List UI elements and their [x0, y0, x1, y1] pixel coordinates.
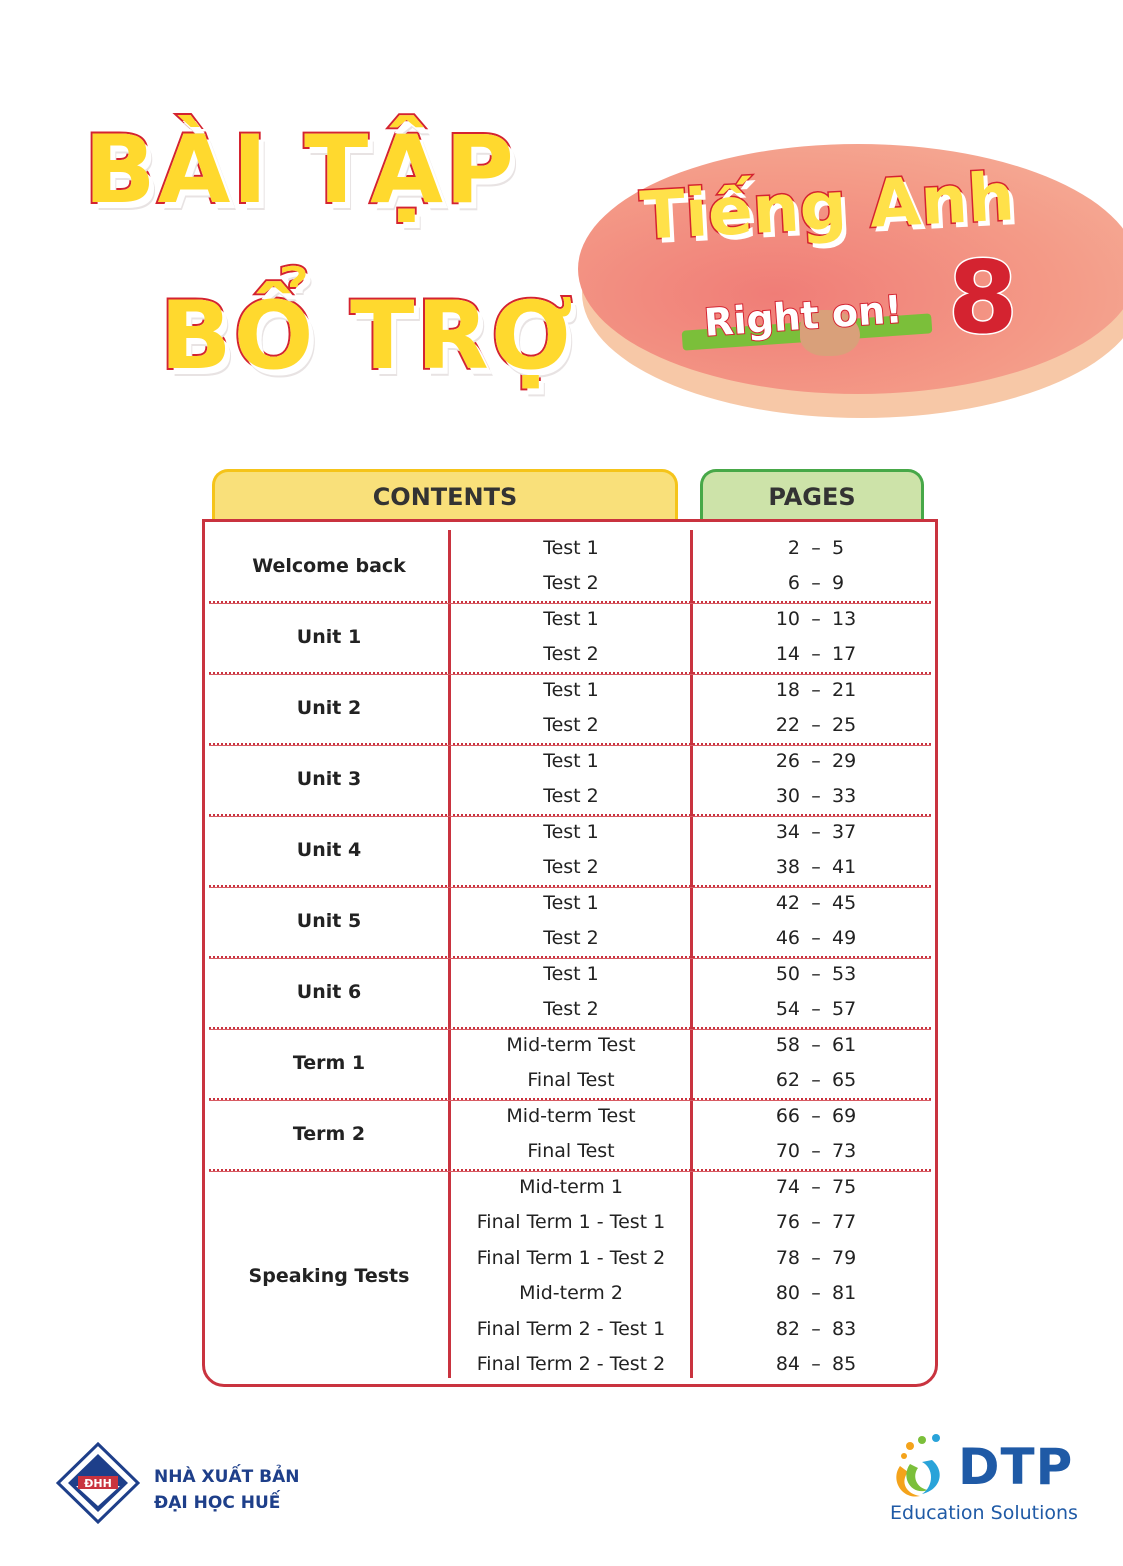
- test-name: Test 2: [543, 714, 599, 737]
- page-from: 34: [775, 820, 800, 843]
- page-range: [693, 885, 939, 921]
- page-range: [693, 1134, 939, 1170]
- page-range: [693, 743, 939, 779]
- group-label: Speaking Tests: [248, 1264, 410, 1287]
- table-row: [209, 956, 931, 992]
- page-range: [693, 708, 939, 744]
- page-from: 22: [775, 714, 800, 737]
- publisher-name: [154, 1464, 299, 1516]
- page-range-separator: –: [811, 749, 821, 772]
- group-label: Welcome back: [252, 554, 406, 577]
- dtp-tagline: Education Solutions: [890, 1502, 1078, 1524]
- page-to: 75: [832, 1175, 857, 1198]
- group-label: Unit 2: [296, 696, 362, 719]
- page-range: [693, 921, 939, 957]
- test-name: Test 1: [543, 607, 599, 630]
- contents-group: [209, 885, 931, 956]
- page-range: [693, 1240, 939, 1276]
- table-row: [209, 708, 931, 744]
- table-row: [209, 1134, 931, 1170]
- table-row: [209, 743, 931, 779]
- page-to: 85: [832, 1353, 857, 1376]
- publisher-logo-text: ĐHH: [84, 1477, 112, 1490]
- page-from: 2: [787, 536, 800, 559]
- page-range-separator: –: [811, 1175, 821, 1198]
- page-range-separator: –: [811, 1317, 821, 1340]
- series-logo: [682, 282, 932, 372]
- test-name: Test 2: [543, 785, 599, 808]
- page-from: 10: [775, 607, 800, 630]
- test-name: Test 2: [543, 927, 599, 950]
- page-from: 82: [775, 1317, 800, 1340]
- contents-table: [202, 519, 938, 1387]
- page-from: 30: [775, 785, 800, 808]
- page-range-separator: –: [811, 891, 821, 914]
- page-to: 61: [832, 1033, 857, 1056]
- test-name: Test 2: [543, 643, 599, 666]
- table-row: [209, 921, 931, 957]
- page-to: 57: [832, 998, 857, 1021]
- page-to: 49: [832, 927, 857, 950]
- table-row: [209, 601, 931, 637]
- test-name: Test 1: [543, 749, 599, 772]
- page-range: [693, 1027, 939, 1063]
- page-to: 65: [832, 1069, 857, 1092]
- page-from: 66: [775, 1104, 800, 1127]
- page-from: 70: [775, 1140, 800, 1163]
- page-from: 46: [775, 927, 800, 950]
- page-range-separator: –: [811, 1033, 821, 1056]
- page-to: 29: [832, 749, 857, 772]
- page-from: 54: [775, 998, 800, 1021]
- contents-group: [209, 814, 931, 885]
- table-row: [209, 1205, 931, 1241]
- page-range-separator: –: [811, 1282, 821, 1305]
- page-range: [693, 779, 939, 815]
- table-row: [209, 1240, 931, 1276]
- test-name: Final Test: [527, 1140, 615, 1163]
- page-to: 81: [832, 1282, 857, 1305]
- page-range: [693, 672, 939, 708]
- table-row: [209, 672, 931, 708]
- group-label: Unit 6: [296, 980, 362, 1003]
- contents-group: [209, 956, 931, 1027]
- table-row: [209, 566, 931, 602]
- table-row: [209, 530, 931, 566]
- table-row: [209, 1063, 931, 1099]
- test-name: Final Term 1 - Test 1: [476, 1211, 666, 1234]
- test-name: Test 1: [543, 891, 599, 914]
- table-row: [209, 885, 931, 921]
- page-range: [693, 1169, 939, 1205]
- table-row: [209, 1276, 931, 1312]
- contents-group: [209, 743, 931, 814]
- page-from: 80: [775, 1282, 800, 1305]
- page-range: [693, 814, 939, 850]
- publisher-line-2: ĐẠI HỌC HUẾ: [154, 1493, 281, 1513]
- page-from: 6: [787, 572, 800, 595]
- pages-header: PAGES: [700, 469, 924, 525]
- page-range: [693, 992, 939, 1028]
- page-to: 45: [832, 891, 857, 914]
- table-row: [209, 814, 931, 850]
- page-to: 69: [832, 1104, 857, 1127]
- test-name: Test 2: [543, 856, 599, 879]
- group-label: Unit 4: [296, 838, 362, 861]
- group-label: Unit 5: [296, 909, 362, 932]
- contents-group: [209, 1169, 931, 1382]
- page-range: [693, 601, 939, 637]
- group-label: Term 1: [292, 1051, 366, 1074]
- test-name: Final Term 2 - Test 1: [476, 1317, 666, 1340]
- page-range-separator: –: [811, 643, 821, 666]
- page-range: [693, 956, 939, 992]
- badge-subject: Tiếng Anh: [638, 158, 1017, 255]
- page-range-separator: –: [811, 785, 821, 808]
- table-row: [209, 1027, 931, 1063]
- series-name: Right on!: [702, 287, 904, 345]
- page-to: 9: [832, 572, 845, 595]
- page-to: 79: [832, 1246, 857, 1269]
- page-range-separator: –: [811, 927, 821, 950]
- test-name: Mid-term 1: [519, 1175, 623, 1198]
- page-from: 74: [775, 1175, 800, 1198]
- page-to: 77: [832, 1211, 857, 1234]
- page-from: 58: [775, 1033, 800, 1056]
- page-range-separator: –: [811, 856, 821, 879]
- page-to: 25: [832, 714, 857, 737]
- contents-group: [209, 672, 931, 743]
- table-row: [209, 1311, 931, 1347]
- page-range-separator: –: [811, 536, 821, 559]
- table-row: [209, 1347, 931, 1383]
- test-name: Test 1: [543, 536, 599, 559]
- page-range-separator: –: [811, 820, 821, 843]
- page-range: [693, 530, 939, 566]
- test-name: Mid-term Test: [506, 1033, 636, 1056]
- publisher-line-1: NHÀ XUẤT BẢN: [154, 1467, 300, 1487]
- grade-number: 8: [948, 239, 1018, 356]
- page-range: [693, 1311, 939, 1347]
- page-range-separator: –: [811, 572, 821, 595]
- page-from: 84: [775, 1353, 800, 1376]
- test-name: Test 1: [543, 678, 599, 701]
- page-to: 83: [832, 1317, 857, 1340]
- title-line-1: BÀI TẬP: [84, 116, 516, 225]
- table-row: [209, 779, 931, 815]
- page-to: 41: [832, 856, 857, 879]
- page-range-separator: –: [811, 1140, 821, 1163]
- test-name: Final Test: [527, 1069, 615, 1092]
- page-to: 21: [832, 678, 857, 701]
- page-range: [693, 850, 939, 886]
- contents-group: [209, 601, 931, 672]
- page-from: 42: [775, 891, 800, 914]
- page-to: 37: [832, 820, 857, 843]
- page-to: 17: [832, 643, 857, 666]
- page-range-separator: –: [811, 1069, 821, 1092]
- page-range: [693, 1276, 939, 1312]
- table-row: [209, 850, 931, 886]
- group-label: Unit 3: [296, 767, 362, 790]
- contents-group: [209, 530, 931, 601]
- contents-group: [209, 1027, 931, 1098]
- test-name: Final Term 1 - Test 2: [476, 1246, 666, 1269]
- page-range: [693, 1098, 939, 1134]
- test-name: Test 2: [543, 572, 599, 595]
- table-row: [209, 1098, 931, 1134]
- contents-header: CONTENTS: [212, 469, 678, 525]
- group-label: Unit 1: [296, 625, 362, 648]
- page-range-separator: –: [811, 1353, 821, 1376]
- publisher-logo-icon: [56, 1442, 140, 1524]
- page-range: [693, 637, 939, 673]
- test-name: Mid-term 2: [519, 1282, 623, 1305]
- table-row: [209, 1169, 931, 1205]
- page-from: 18: [775, 678, 800, 701]
- page-range-separator: –: [811, 607, 821, 630]
- test-name: Test 1: [543, 820, 599, 843]
- dtp-brand: DTP: [958, 1438, 1074, 1496]
- page-from: 50: [775, 962, 800, 985]
- test-name: Mid-term Test: [506, 1104, 636, 1127]
- page-from: 62: [775, 1069, 800, 1092]
- page-to: 5: [832, 536, 845, 559]
- page-range: [693, 1063, 939, 1099]
- group-label: Term 2: [292, 1122, 366, 1145]
- contents-group: [209, 1098, 931, 1169]
- page-from: 76: [775, 1211, 800, 1234]
- page-from: 14: [775, 643, 800, 666]
- test-name: Final Term 2 - Test 2: [476, 1353, 666, 1376]
- page-range-separator: –: [811, 998, 821, 1021]
- table-row: [209, 992, 931, 1028]
- page-to: 33: [832, 785, 857, 808]
- page-range: [693, 1347, 939, 1383]
- test-name: Test 2: [543, 998, 599, 1021]
- title-line-2: BỔ TRỢ: [160, 282, 575, 391]
- page-range: [693, 1205, 939, 1241]
- page-to: 73: [832, 1140, 857, 1163]
- page-from: 78: [775, 1246, 800, 1269]
- page-to: 13: [832, 607, 857, 630]
- page-range-separator: –: [811, 1104, 821, 1127]
- page-to: 53: [832, 962, 857, 985]
- page-range-separator: –: [811, 714, 821, 737]
- page-range-separator: –: [811, 962, 821, 985]
- page-range-separator: –: [811, 1246, 821, 1269]
- dtp-logo-icon: [886, 1432, 956, 1502]
- page-from: 26: [775, 749, 800, 772]
- page-range-separator: –: [811, 1211, 821, 1234]
- test-name: Test 1: [543, 962, 599, 985]
- page-from: 38: [775, 856, 800, 879]
- table-row: [209, 637, 931, 673]
- page-range-separator: –: [811, 678, 821, 701]
- page-range: [693, 566, 939, 602]
